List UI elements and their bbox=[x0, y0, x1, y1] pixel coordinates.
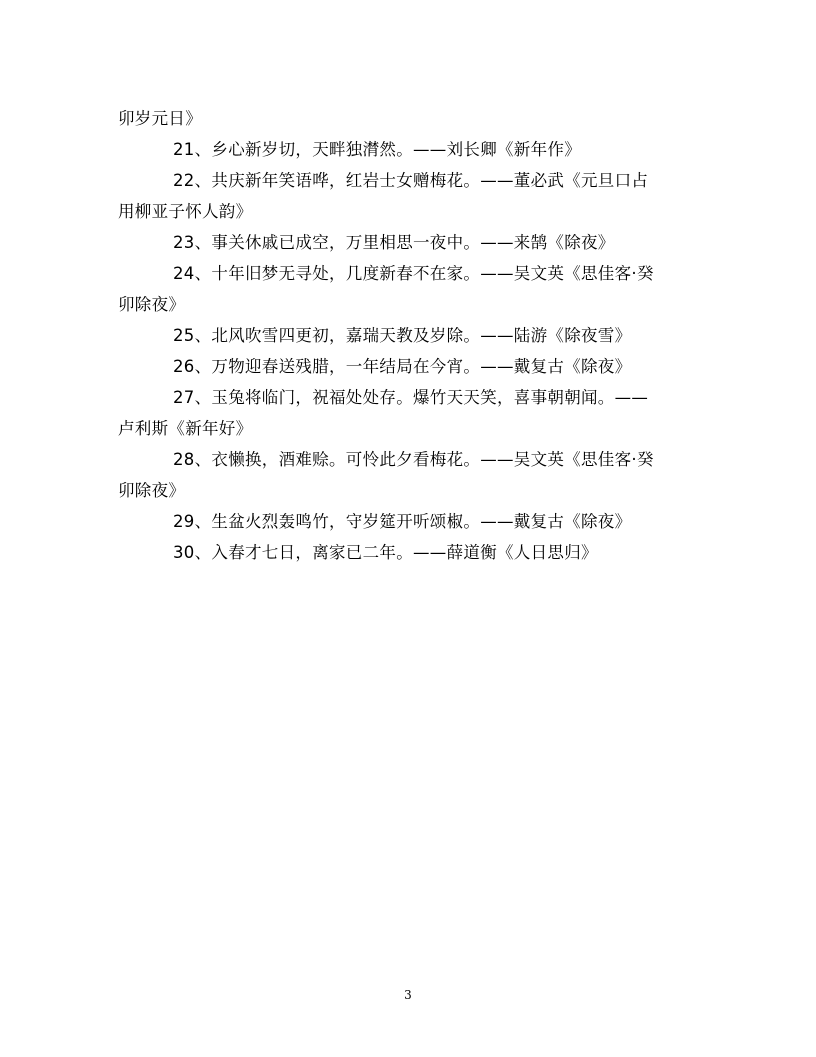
text-line: 30、入春才七日，离家已二年。——薛道衡《人日思归》 bbox=[173, 543, 598, 562]
text-line: 用柳亚子怀人韵》 bbox=[118, 202, 253, 221]
text-line: 25、北风吹雪四更初，嘉瑞天教及岁除。——陆游《除夜雪》 bbox=[173, 326, 632, 345]
text-line: 23、事关休戚已成空，万里相思一夜中。——来鹄《除夜》 bbox=[173, 233, 615, 252]
text-line: 24、十年旧梦无寻处，几度新春不在家。——吴文英《思佳客·癸 bbox=[173, 264, 654, 283]
text-line: 22、共庆新年笑语哗，红岩士女赠梅花。——董必武《元旦口占 bbox=[173, 171, 649, 190]
text-line: 26、万物迎春送残腊，一年结局在今宵。——戴复古《除夜》 bbox=[173, 357, 632, 376]
poem-list bbox=[118, 103, 702, 568]
text-line: 卢利斯《新年好》 bbox=[118, 419, 253, 438]
text-line: 卯岁元日》 bbox=[118, 109, 202, 128]
text-line: 21、乡心新岁切，天畔独潸然。——刘长卿《新年作》 bbox=[173, 140, 581, 159]
text-line: 28、衣懒换，酒难赊。可怜此夕看梅花。——吴文英《思佳客·癸 bbox=[173, 450, 654, 469]
text-line: 27、玉兔将临门，祝福处处存。爆竹天天笑，喜事朝朝闻。—— bbox=[173, 388, 649, 407]
page-number: 3 bbox=[404, 988, 412, 1002]
text-line: 卯除夜》 bbox=[118, 295, 186, 314]
text-line: 29、生盆火烈轰鸣竹，守岁筵开听颂椒。——戴复古《除夜》 bbox=[173, 512, 632, 531]
text-line: 卯除夜》 bbox=[118, 481, 186, 500]
